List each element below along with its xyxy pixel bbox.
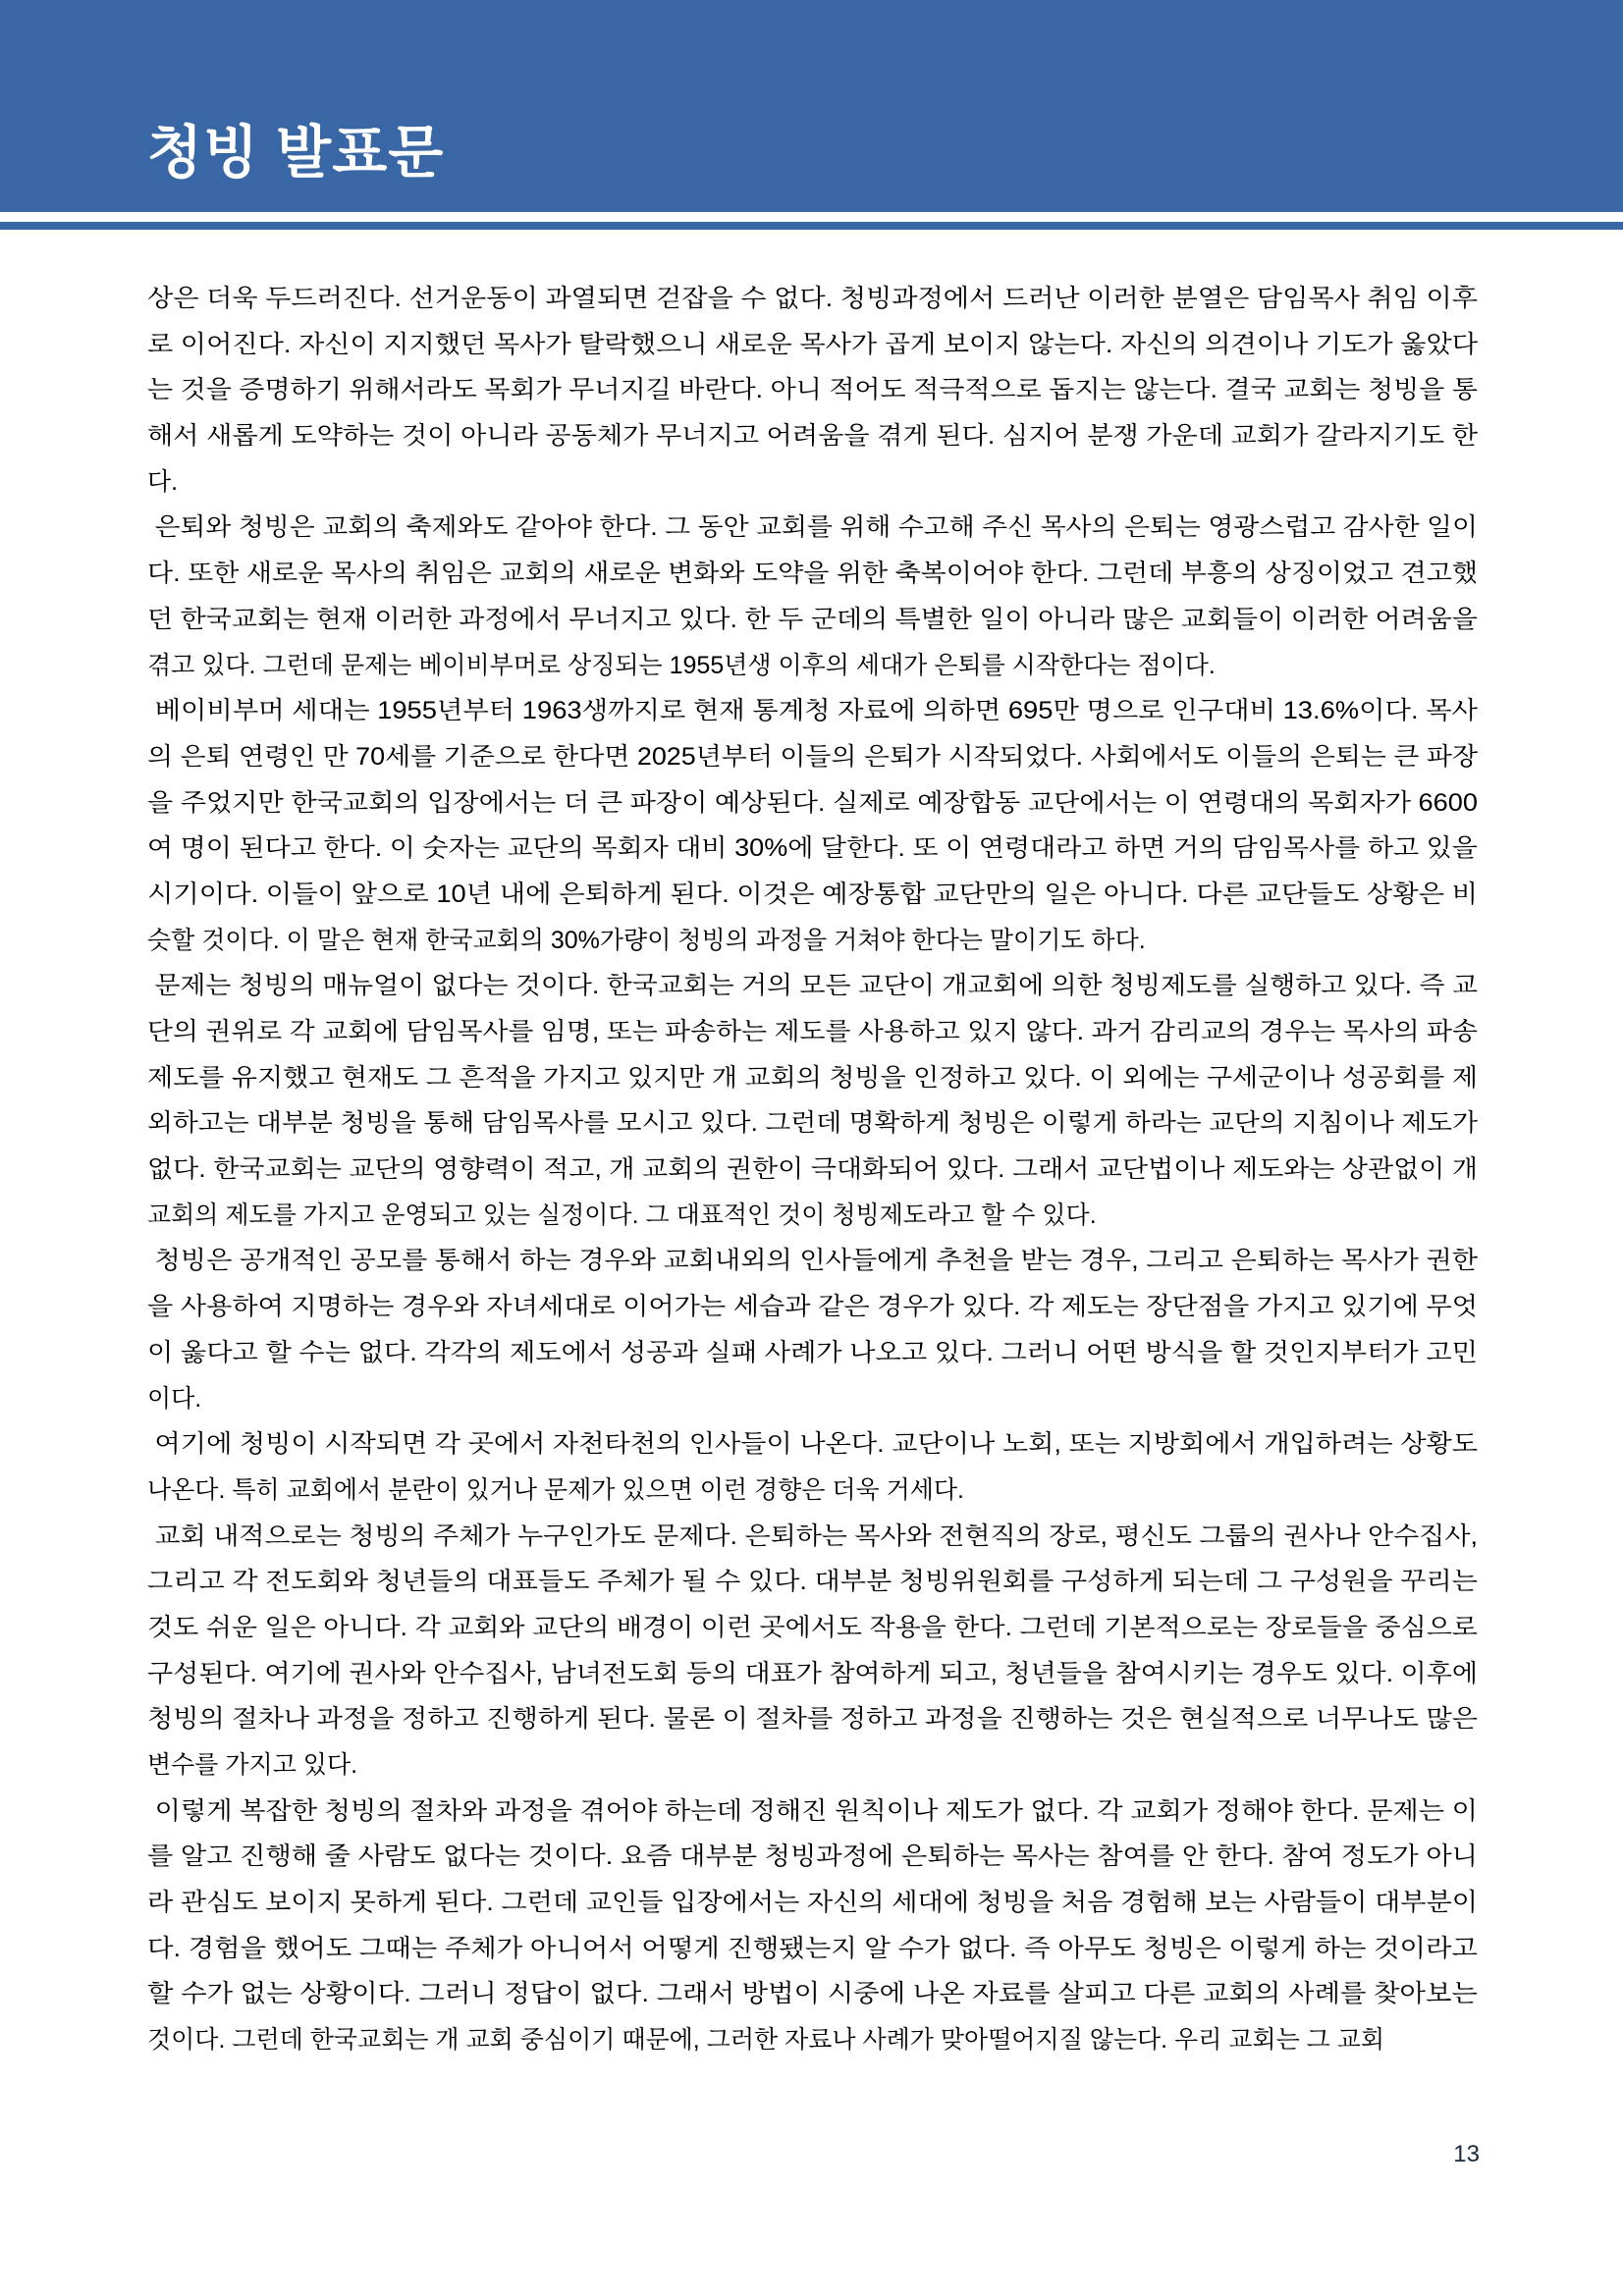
body-line: 것도 쉬운 일은 아니다. 각 교회와 교단의 배경이 이런 곳에서도 작용을 한다. 그런데 기본적으로는 장로들을 중심으로 [147, 1613, 1479, 1641]
body-line: 을 사용하여 지명하는 경우와 자녀세대로 이어가는 세습과 같은 경우가 있다. 각 제도는 장단점을 가지고 있기에 무엇 [147, 1293, 1478, 1321]
body-line: 은퇴와 청빙은 교회의 축제와도 같아야 한다. 그 동안 교회를 위해 수고해 주신 목사의 은퇴는 영광스럽고 감사한 일이 [147, 513, 1478, 542]
body-line: 청빙은 공개적인 공모를 통해서 하는 경우와 교회내외의 인사들에게 추천을 받는 경우, 그리고 은퇴하는 목사가 권한 [147, 1247, 1478, 1275]
body-line: 것이다. 그런데 한국교회는 개 교회 중심이기 때문에, 그러한 자료나 사례가 맞아떨어지질 않는다. 우리 교회는 그 교회 [147, 2026, 1385, 2055]
body-line: 을 주었지만 한국교회의 입장에서는 더 큰 파장이 예상된다. 실제로 예장합동 교단에서는 이 연령대의 목회자가 6600 [147, 788, 1479, 817]
body-line: 다. 경험을 했어도 그때는 주체가 아니어서 어떻게 진행됐는지 알 수가 없다. 즉 아무도 청빙은 이렇게 하는 것이라고 [147, 1934, 1478, 1962]
body-line: 던 한국교회는 현재 이러한 과정에서 무너지고 있다. 한 두 군데의 특별한 일이 아니라 많은 교회들이 이러한 어려움을 [147, 605, 1479, 633]
body-line: 를 알고 진행해 줄 사람도 없다는 것이다. 요즘 대부분 청빙과정에 은퇴하는 목사는 참여를 안 한다. 참여 정도가 아니 [147, 1842, 1478, 1871]
body-line: 다. [147, 467, 179, 496]
body-line: 교회 내적으로는 청빙의 주체가 누구인가도 문제다. 은퇴하는 목사와 전현직의 장로, 평신도 그룹의 권사나 안수집사, [147, 1522, 1479, 1550]
body-text [147, 276, 1478, 2063]
body-line: 나온다. 특히 교회에서 분란이 있거나 문제가 있으면 이런 경향은 더욱 거세다. [147, 1475, 965, 1504]
body-line: 의 은퇴 연령인 만 70세를 기준으로 한다면 2025년부터 이들의 은퇴가 시작되었다. 사회에서도 이들의 은퇴는 큰 파장 [147, 742, 1478, 771]
body-line: 시기이다. 이들이 앞으로 10년 내에 은퇴하게 된다. 이것은 예장통합 교단만의 일은 아니다. 다른 교단들도 상황은 비 [147, 880, 1478, 908]
title-band [0, 0, 1623, 212]
body-line: 해서 새롭게 도약하는 것이 아니라 공동체가 무너지고 어려움을 겪게 된다. 심지어 분쟁 가운데 교회가 갈라지기도 한 [147, 422, 1478, 451]
body-line: 상은 더욱 두드러진다. 선거운동이 과열되면 걷잡을 수 없다. 청빙과정에서 드러난 이러한 분열은 담임목사 취임 이후 [147, 285, 1478, 312]
body-line: 는 것을 증명하기 위해서라도 목회가 무너지길 바란다. 아니 적어도 적극적으로 돕지는 않는다. 결국 교회는 청빙을 통 [147, 376, 1479, 404]
body-line: 겪고 있다. 그런데 문제는 베이비부머로 상징되는 1955년생 이후의 세대가 은퇴를 시작한다는 점이다. [147, 651, 1216, 679]
body-line: 단의 권위로 각 교회에 담임목사를 임명, 또는 파송하는 제도를 사용하고 있지 않다. 과거 감리교의 경우는 목사의 파송 [147, 1018, 1478, 1045]
body-line: 구성된다. 여기에 권사와 안수집사, 남녀전도회 등의 대표가 참여하게 되고, 청년들을 참여시키는 경우도 있다. 이후에 [147, 1659, 1479, 1687]
body-line: 그리고 각 전도회와 청년들의 대표들도 주체가 될 수 있다. 대부분 청빙위원회를 구성하게 되는데 그 구성원을 꾸리는 [147, 1568, 1478, 1596]
body-line: 제도를 유지했고 현재도 그 흔적을 가지고 있지만 개 교회의 청빙을 인정하고 있다. 이 외에는 구세군이나 성공회를 제 [147, 1063, 1479, 1092]
body-line: 변수를 가지고 있다. [147, 1751, 358, 1779]
body-line: 교회의 제도를 가지고 운영되고 있는 실정이다. 그 대표적인 것이 청빙제도라고 할 수 있다. [147, 1201, 1097, 1229]
body-line: 없다. 한국교회는 교단의 영향력이 적고, 개 교회의 권한이 극대화되어 있다. 그래서 교단법이나 제도와는 상관없이 개 [147, 1155, 1479, 1184]
body-line: 이다. [147, 1384, 202, 1413]
page-title: 청빙 발표문 [147, 121, 445, 185]
body-line: 로 이어진다. 자신이 지지했던 목사가 탈락했으니 새로운 목사가 곱게 보이지 않는다. 자신의 의견이나 기도가 옳았다 [147, 330, 1478, 358]
body-line: 이 옳다고 할 수는 없다. 각각의 제도에서 성공과 실패 사례가 나오고 있다. 그러니 어떤 방식을 할 것인지부터가 고민 [147, 1338, 1478, 1366]
body-line: 베이비부머 세대는 1955년부터 1963생까지로 현재 통계청 자료에 의하면 695만 명으로 인구대비 13.6%이다. 목사 [147, 697, 1478, 725]
body-line: 할 수가 없는 상황이다. 그러니 정답이 없다. 그래서 방법이 시중에 나온 자료를 살피고 다른 교회의 사례를 찾아보는 [147, 1980, 1478, 2008]
body-line: 여 명이 된다고 한다. 이 숫자는 교단의 목회자 대비 30%에 달한다. 또 이 연령대라고 하면 거의 담임목사를 하고 있을 [147, 834, 1478, 863]
body-line: 여기에 청빙이 시작되면 각 곳에서 자천타천의 인사들이 나온다. 교단이나 노회, 또는 지방회에서 개입하려는 상황도 [147, 1430, 1478, 1459]
body-line: 이렇게 복잡한 청빙의 절차와 과정을 겪어야 하는데 정해진 원칙이나 제도가 없다. 각 교회가 정해야 한다. 문제는 이 [147, 1796, 1478, 1825]
header-rule [0, 222, 1623, 230]
body-line: 슷할 것이다. 이 말은 현재 한국교회의 30%가량이 청빙의 과정을 거쳐야 한다는 말이기도 하다. [147, 926, 1146, 954]
body-line: 다. 또한 새로운 목사의 취임은 교회의 새로운 변화와 도약을 위한 축복이어야 한다. 그런데 부흥의 상징이었고 견고했 [147, 560, 1479, 588]
body-line: 문제는 청빙의 매뉴얼이 없다는 것이다. 한국교회는 거의 모든 교단이 개교회에 의한 청빙제도를 실행하고 있다. 즉 교 [147, 972, 1478, 1000]
body-line: 외하고는 대부분 청빙을 통해 담임목사를 모시고 있다. 그런데 명확하게 청빙은 이렇게 하라는 교단의 지침이나 제도가 [147, 1109, 1479, 1138]
body-line: 라 관심도 보이지 못하게 된다. 그런데 교인들 입장에서는 자신의 세대에 청빙을 처음 경험해 보는 사람들이 대부분이 [147, 1889, 1478, 1917]
page-number: 13 [1453, 2141, 1480, 2167]
body-line: 청빙의 절차나 과정을 정하고 진행하게 된다. 물론 이 절차를 정하고 과정을 진행하는 것은 현실적으로 너무나도 많은 [147, 1705, 1478, 1734]
